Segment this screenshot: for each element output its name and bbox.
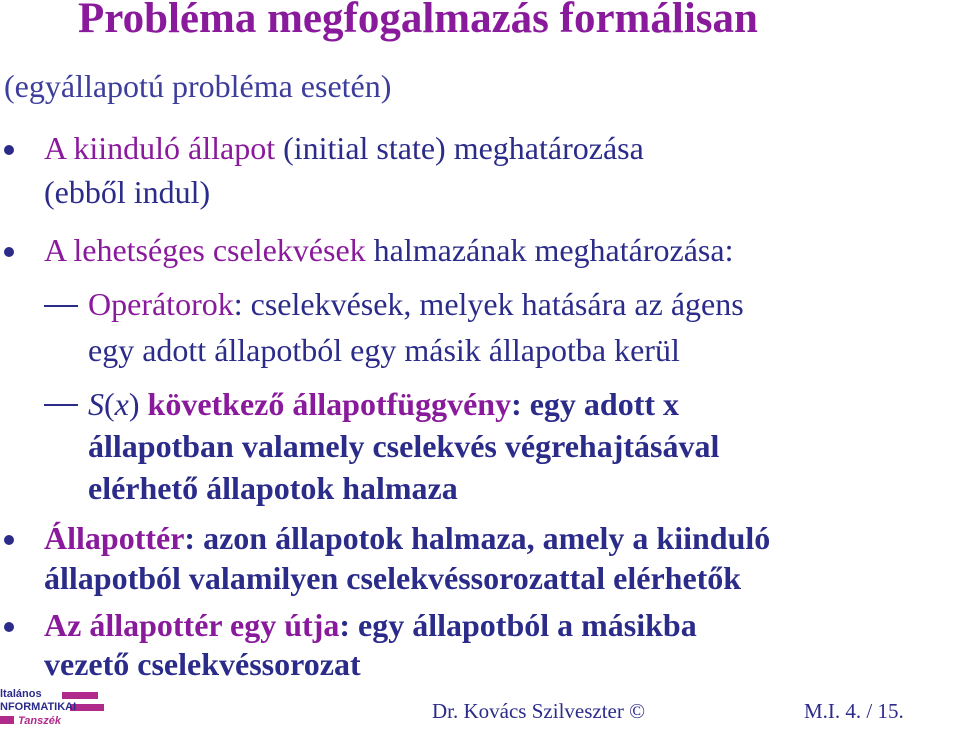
dash: [44, 404, 78, 406]
bullet-1-text: (initial state) meghatározása: [275, 130, 644, 166]
bullet-2-term: A lehetséges cselekvések: [44, 232, 366, 268]
bullet-1-line-1: [44, 128, 644, 168]
bullet-3-term: Állapottér: [44, 520, 185, 556]
bullet-4-term: Az állapottér egy útja: [44, 607, 340, 643]
sub-bullet-1-line-1: [88, 284, 744, 324]
sub-bullet-1-text: : cselekvések, melyek hatására az ágens: [233, 286, 744, 322]
sub-bullet-2-line-1: [88, 384, 679, 424]
bullet-3-line-2: állapotból valamilyen cselekvéssorozattal elérhetők: [44, 560, 742, 596]
sx-s: S: [88, 386, 104, 422]
bullet-4-line-2: vezető cselekvéssorozat: [44, 646, 361, 682]
bullet-dot: [4, 145, 14, 155]
bullet-2-line-1: [44, 230, 733, 270]
bullet-3-line-1: [44, 518, 770, 558]
sub-bullet-2-term: következő állapotfüggvény: [139, 386, 512, 422]
department-logo: [0, 688, 110, 728]
sx-paren-close: ): [128, 386, 140, 422]
sx-x: x: [114, 386, 129, 422]
logo-line-3: Tanszék: [18, 715, 62, 727]
bullet-dot: [4, 535, 14, 545]
sub-bullet-2-text: : egy adott x: [511, 386, 680, 422]
logo-line-1: ltalános: [0, 688, 42, 700]
logo-line-2: NFORMATIKAI: [0, 701, 77, 713]
slide-subtitle: (egyállapotú probléma esetén): [4, 68, 392, 104]
sub-bullet-2-line-3: elérhető állapotok halmaza: [88, 470, 458, 506]
dash: [44, 305, 78, 307]
slide-title: Probléma megfogalmazás formálisan: [78, 0, 758, 42]
bullet-3-text: : azon állapotok halmaza, amely a kiinduló: [184, 520, 771, 556]
bullet-dot: [4, 622, 14, 632]
footer-author: Dr. Kovács Szilveszter ©: [432, 699, 646, 723]
bullet-4-text: : egy állapotból a másikba: [339, 607, 697, 643]
bullet-1-line-2: (ebből indul): [44, 174, 211, 210]
bullet-4-line-1: [44, 605, 697, 645]
sx-paren-open: (: [104, 386, 115, 422]
footer-page-number: M.I. 4. / 15.: [804, 699, 904, 723]
sub-bullet-1-line-2: egy adott állapotból egy másik állapotba kerül: [88, 332, 680, 368]
bullet-dot: [4, 247, 14, 257]
sub-bullet-2-line-2: állapotban valamely cselekvés végrehajtásával: [88, 428, 720, 464]
bullet-1-term: A kiinduló állapot: [44, 130, 276, 166]
bullet-2-text: halmazának meghatározása:: [365, 232, 734, 268]
sub-bullet-1-term: Operátorok: [88, 286, 234, 322]
